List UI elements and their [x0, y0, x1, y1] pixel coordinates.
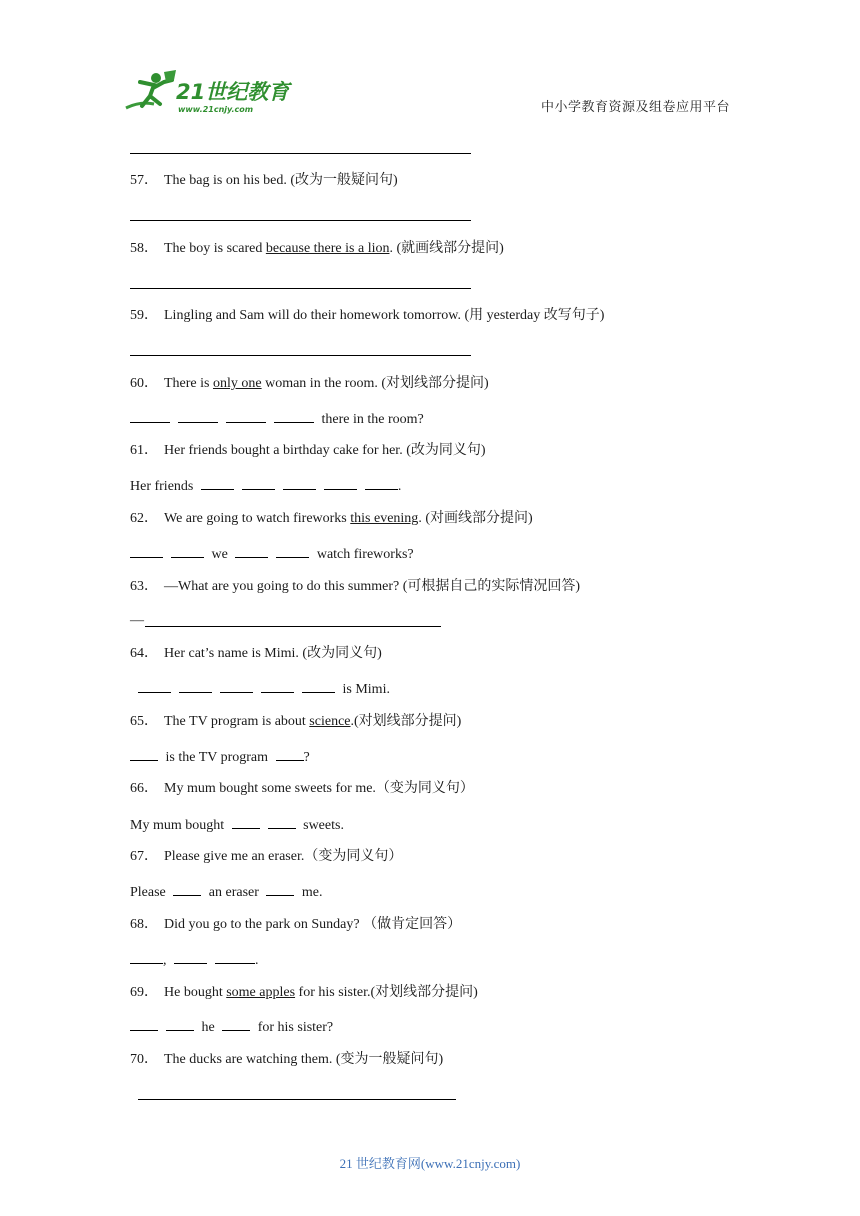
answer-text: sweets.	[303, 818, 344, 833]
answer-blank[interactable]	[130, 1017, 158, 1031]
answer-text: Please	[130, 885, 166, 900]
answer-text: is the TV program	[165, 750, 269, 765]
question-number: 65．	[130, 714, 158, 729]
question-number: 62．	[130, 511, 158, 526]
question-number: 58．	[130, 241, 158, 256]
answer-blank[interactable]	[232, 815, 260, 829]
answer-blank[interactable]	[324, 476, 357, 490]
question-number: 70．	[130, 1052, 158, 1067]
answer-text: he	[201, 1020, 215, 1035]
answer-blank[interactable]	[302, 679, 335, 693]
answer-text: there in the room?	[321, 412, 424, 427]
question-text: The boy is scared	[164, 241, 266, 256]
answer-text: ?	[303, 750, 310, 765]
question-text: The TV program is about	[164, 714, 310, 729]
question-text: Did you go to the park on Sunday? （做肯定回答）	[164, 917, 462, 932]
logo	[120, 68, 295, 116]
answer-blank[interactable]	[130, 950, 163, 964]
question-number: 59．	[130, 308, 158, 323]
answer-blank[interactable]	[171, 544, 204, 558]
underlined-phrase: this evening	[350, 511, 419, 526]
question-number: 57．	[130, 173, 158, 188]
answer-blank[interactable]	[220, 679, 253, 693]
answer-blank[interactable]	[130, 544, 163, 558]
answer-row-65	[126, 747, 310, 767]
answer-text: ,	[163, 953, 167, 968]
answer-blank[interactable]	[174, 950, 207, 964]
question-text: We are going to watch fireworks	[164, 511, 351, 526]
question-instruction: for his sister.(对划线部分提问)	[295, 985, 478, 1000]
question-text: My mum bought some sweets for me.（变为同义句）	[164, 781, 474, 796]
question-70	[130, 1051, 443, 1069]
answer-row-69	[126, 1017, 333, 1037]
answer-row-62	[126, 544, 414, 564]
question-text: Lingling and Sam will do their homework tomorrow. (用 yesterday 改写句子)	[164, 308, 605, 323]
question-number: 69．	[130, 985, 158, 1000]
question-number: 64．	[130, 646, 158, 661]
logo-runner-icon	[120, 68, 295, 116]
question-instruction: woman in the room. (对划线部分提问)	[261, 376, 489, 391]
question-text: There is	[164, 376, 213, 391]
answer-row-61	[130, 476, 401, 496]
page-header	[0, 0, 860, 140]
answer-blank[interactable]	[268, 815, 296, 829]
answer-blank[interactable]	[138, 679, 171, 693]
question-number: 67．	[130, 849, 158, 864]
answer-blank[interactable]	[235, 544, 268, 558]
question-text: Please give me an eraser.（变为同义句）	[164, 849, 403, 864]
answer-blank[interactable]	[178, 409, 218, 423]
answer-line	[130, 153, 471, 154]
question-57	[130, 172, 398, 190]
answer-text: an eraser	[208, 885, 259, 900]
answer-row-66	[130, 815, 344, 835]
answer-line-70[interactable]	[138, 1099, 456, 1100]
answer-row-67	[130, 882, 323, 902]
answer-text: watch fireworks?	[316, 547, 414, 562]
answer-blank[interactable]	[242, 476, 275, 490]
answer-blank[interactable]	[226, 409, 266, 423]
answer-blank[interactable]	[179, 679, 212, 693]
underlined-phrase: science	[309, 714, 351, 729]
question-number: 60．	[130, 376, 158, 391]
answer-blank[interactable]	[276, 544, 309, 558]
answer-text: My mum bought	[130, 818, 225, 833]
question-67	[130, 848, 402, 866]
platform-title: 中小学教育资源及组卷应用平台	[540, 100, 730, 115]
answer-blank[interactable]	[283, 476, 316, 490]
question-number: 63．	[130, 579, 158, 594]
question-number: 61．	[130, 443, 158, 458]
answer-text: me.	[301, 885, 323, 900]
page-footer: 21 世纪教育网(www.21cnjy.com)	[339, 1156, 521, 1171]
question-62	[130, 510, 533, 528]
answer-blank[interactable]	[130, 747, 158, 761]
question-instruction: .(对划线部分提问)	[350, 714, 462, 729]
question-61	[130, 442, 486, 460]
answer-text: Her friends	[130, 479, 194, 494]
underlined-phrase: only one	[212, 376, 262, 391]
answer-row-60	[126, 409, 424, 429]
answer-text: is Mimi.	[342, 682, 390, 697]
answer-row-63	[130, 612, 144, 630]
answer-text: we	[211, 547, 228, 562]
question-60	[130, 375, 489, 393]
answer-line-63[interactable]	[145, 626, 441, 627]
question-number: 68．	[130, 917, 158, 932]
question-63	[130, 578, 580, 596]
answer-text: for his sister?	[257, 1020, 334, 1035]
question-59	[130, 307, 604, 325]
answer-blank[interactable]	[130, 409, 170, 423]
answer-text: .	[397, 479, 402, 494]
answer-text: —	[130, 613, 144, 628]
question-58	[130, 240, 504, 258]
question-65	[130, 713, 461, 731]
question-69	[130, 984, 478, 1002]
answer-blank[interactable]	[266, 882, 294, 896]
question-text: —What are you going to do this summer? (可根据自己的实际情况回答)	[164, 579, 581, 594]
question-66	[130, 780, 474, 798]
question-text: Her cat’s name is Mimi. (改为同义句)	[164, 646, 382, 661]
question-instruction: . (就画线部分提问)	[389, 241, 504, 256]
logo-text: 21世纪教育	[176, 80, 290, 104]
question-68	[130, 916, 461, 934]
question-64	[130, 645, 382, 663]
underlined-phrase: because there is a lion	[265, 241, 390, 256]
question-text: The bag is on his bed. (改为一般疑问句)	[164, 173, 398, 188]
underlined-phrase: some apples	[226, 985, 296, 1000]
answer-row-64	[134, 679, 390, 699]
answer-blank[interactable]	[215, 950, 255, 964]
question-text: Her friends bought a birthday cake for her. (改为同义句)	[164, 443, 486, 458]
answer-blank[interactable]	[201, 476, 234, 490]
question-text: He bought	[164, 985, 227, 1000]
answer-line-57	[130, 220, 471, 221]
answer-blank[interactable]	[166, 1017, 194, 1031]
answer-blank[interactable]	[276, 747, 304, 761]
answer-blank[interactable]	[365, 476, 398, 490]
answer-row-68	[126, 950, 259, 970]
logo-url: www.21cnjy.com	[178, 105, 254, 114]
answer-line-58	[130, 288, 471, 289]
answer-blank[interactable]	[173, 882, 201, 896]
answer-text: .	[255, 953, 259, 968]
answer-blank[interactable]	[222, 1017, 250, 1031]
answer-blank[interactable]	[261, 679, 294, 693]
answer-blank[interactable]	[274, 409, 314, 423]
question-text: The ducks are watching them. (变为一般疑问句)	[164, 1052, 444, 1067]
question-instruction: . (对画线部分提问)	[418, 511, 533, 526]
answer-line-59	[130, 355, 471, 356]
question-number: 66．	[130, 781, 158, 796]
